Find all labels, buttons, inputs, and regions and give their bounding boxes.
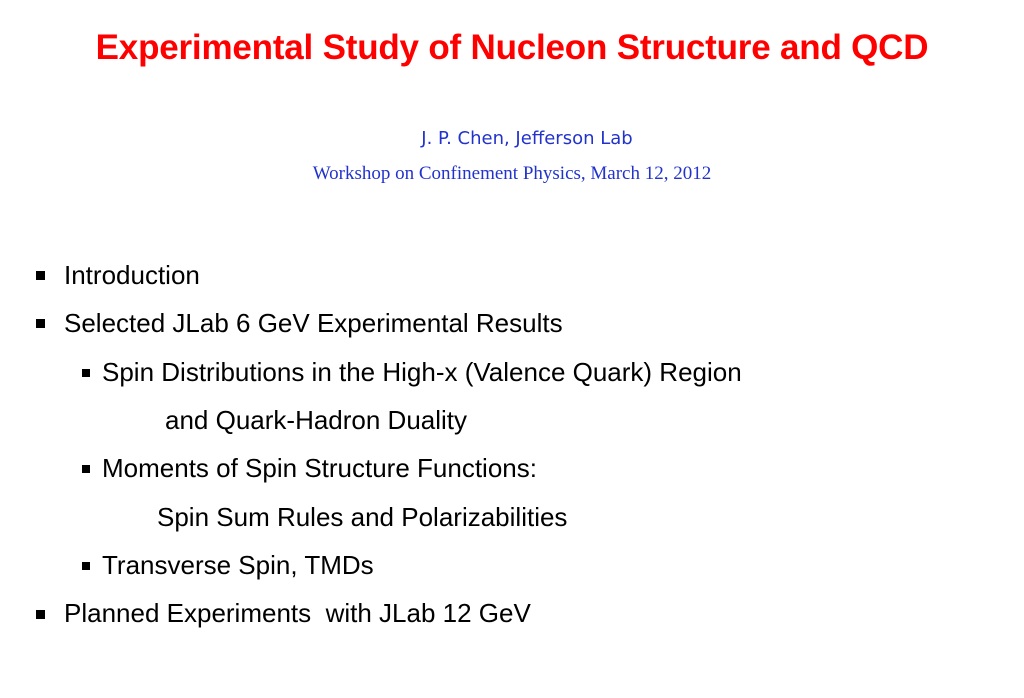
bullet-square-icon bbox=[82, 465, 90, 473]
outline-item-spin-distributions: Spin Distributions in the High-x (Valence Quark) Region bbox=[102, 357, 742, 387]
outline-item-planned-experiments: Planned Experiments with JLab 12 GeV bbox=[64, 598, 531, 628]
bullet-square-icon bbox=[36, 610, 45, 619]
outline-item-moments: Moments of Spin Structure Functions: bbox=[102, 453, 537, 483]
bullet-square-icon bbox=[82, 562, 90, 570]
bullet-square-icon bbox=[82, 369, 90, 377]
outline-item-transverse-spin: Transverse Spin, TMDs bbox=[102, 550, 374, 580]
author-line: J. P. Chen, Jefferson Lab bbox=[421, 128, 633, 149]
workshop-line: Workshop on Confinement Physics, March 12, 2012 bbox=[312, 163, 712, 184]
outline-item-introduction: Introduction bbox=[64, 260, 200, 290]
bullet-square-icon bbox=[36, 271, 45, 280]
outline-item-selected-results: Selected JLab 6 GeV Experimental Results bbox=[64, 308, 563, 338]
bullet-square-icon bbox=[36, 319, 45, 328]
slide-title: Experimental Study of Nucleon Structure and QCD bbox=[95, 28, 929, 67]
outline-item-sum-rules: Spin Sum Rules and Polarizabilities bbox=[157, 502, 568, 532]
outline-item-duality: and Quark-Hadron Duality bbox=[165, 405, 468, 435]
